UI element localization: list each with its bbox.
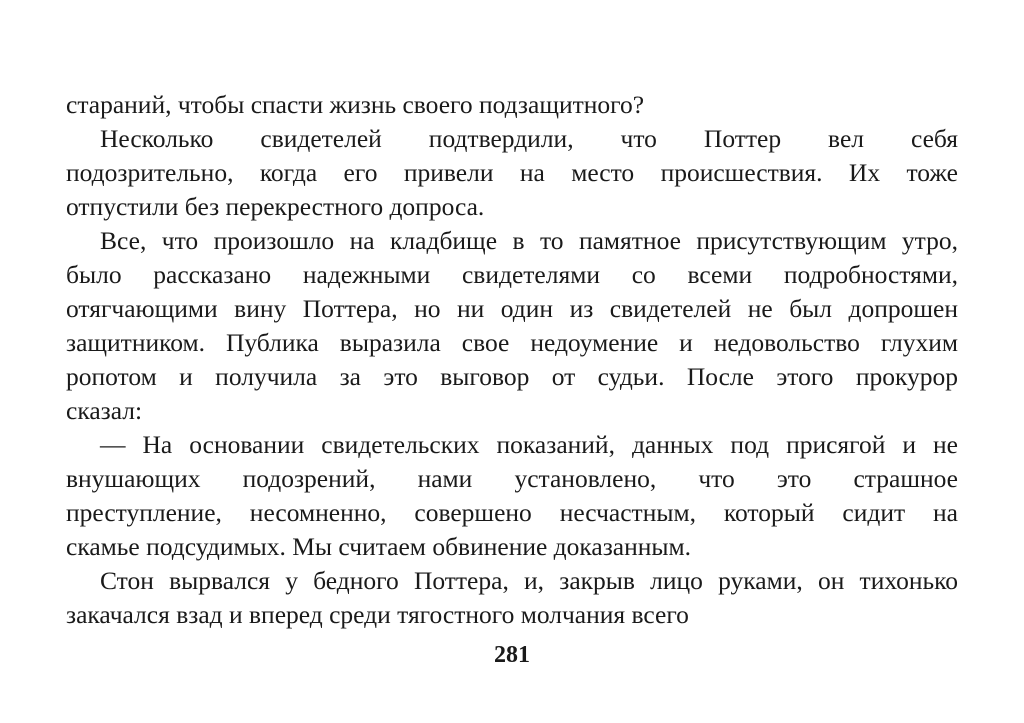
- text-line: стараний, чтобы спасти жизнь своего подзащитного?: [66, 90, 645, 119]
- text-line: отпустили без перекрестного допроса.: [66, 192, 485, 221]
- text-line: было рассказано надежными свидетелями со всеми подробностями,: [66, 260, 958, 289]
- text-line: скамье подсудимых. Мы считаем обвинение доказанным.: [66, 532, 692, 561]
- text-line: внушающих подозрений, нами установлено, что это страшное: [66, 464, 958, 493]
- text-line: Все, что произошло на кладбище в то памятное присутствующим утро,: [100, 226, 958, 255]
- text-line: Стон вырвался у бедного Поттера, и, закрыв лицо руками, он тихонько: [100, 566, 958, 595]
- text-line: защитником. Публика выразила свое недоумение и недовольство глухим: [66, 328, 958, 357]
- text-line: сказал:: [66, 396, 143, 425]
- text-line: закачался взад и вперед среди тягостного молчания всего: [66, 600, 689, 629]
- page-body: [66, 88, 958, 632]
- text-line: — На основании свидетельских показаний, данных под присягой и не: [100, 430, 958, 459]
- text-line: Несколько свидетелей подтвердили, что Поттер вел себя: [100, 124, 958, 153]
- page-number: 281: [494, 642, 530, 668]
- text-line: ропотом и получила за это выговор от судьи. После этого прокурор: [66, 362, 958, 391]
- text-line: преступление, несомненно, совершено несчастным, который сидит на: [66, 498, 958, 527]
- text-line: отягчающими вину Поттера, но ни один из свидетелей не был допрошен: [66, 294, 958, 323]
- text-line: подозрительно, когда его привели на место происшествия. Их тоже: [66, 158, 958, 187]
